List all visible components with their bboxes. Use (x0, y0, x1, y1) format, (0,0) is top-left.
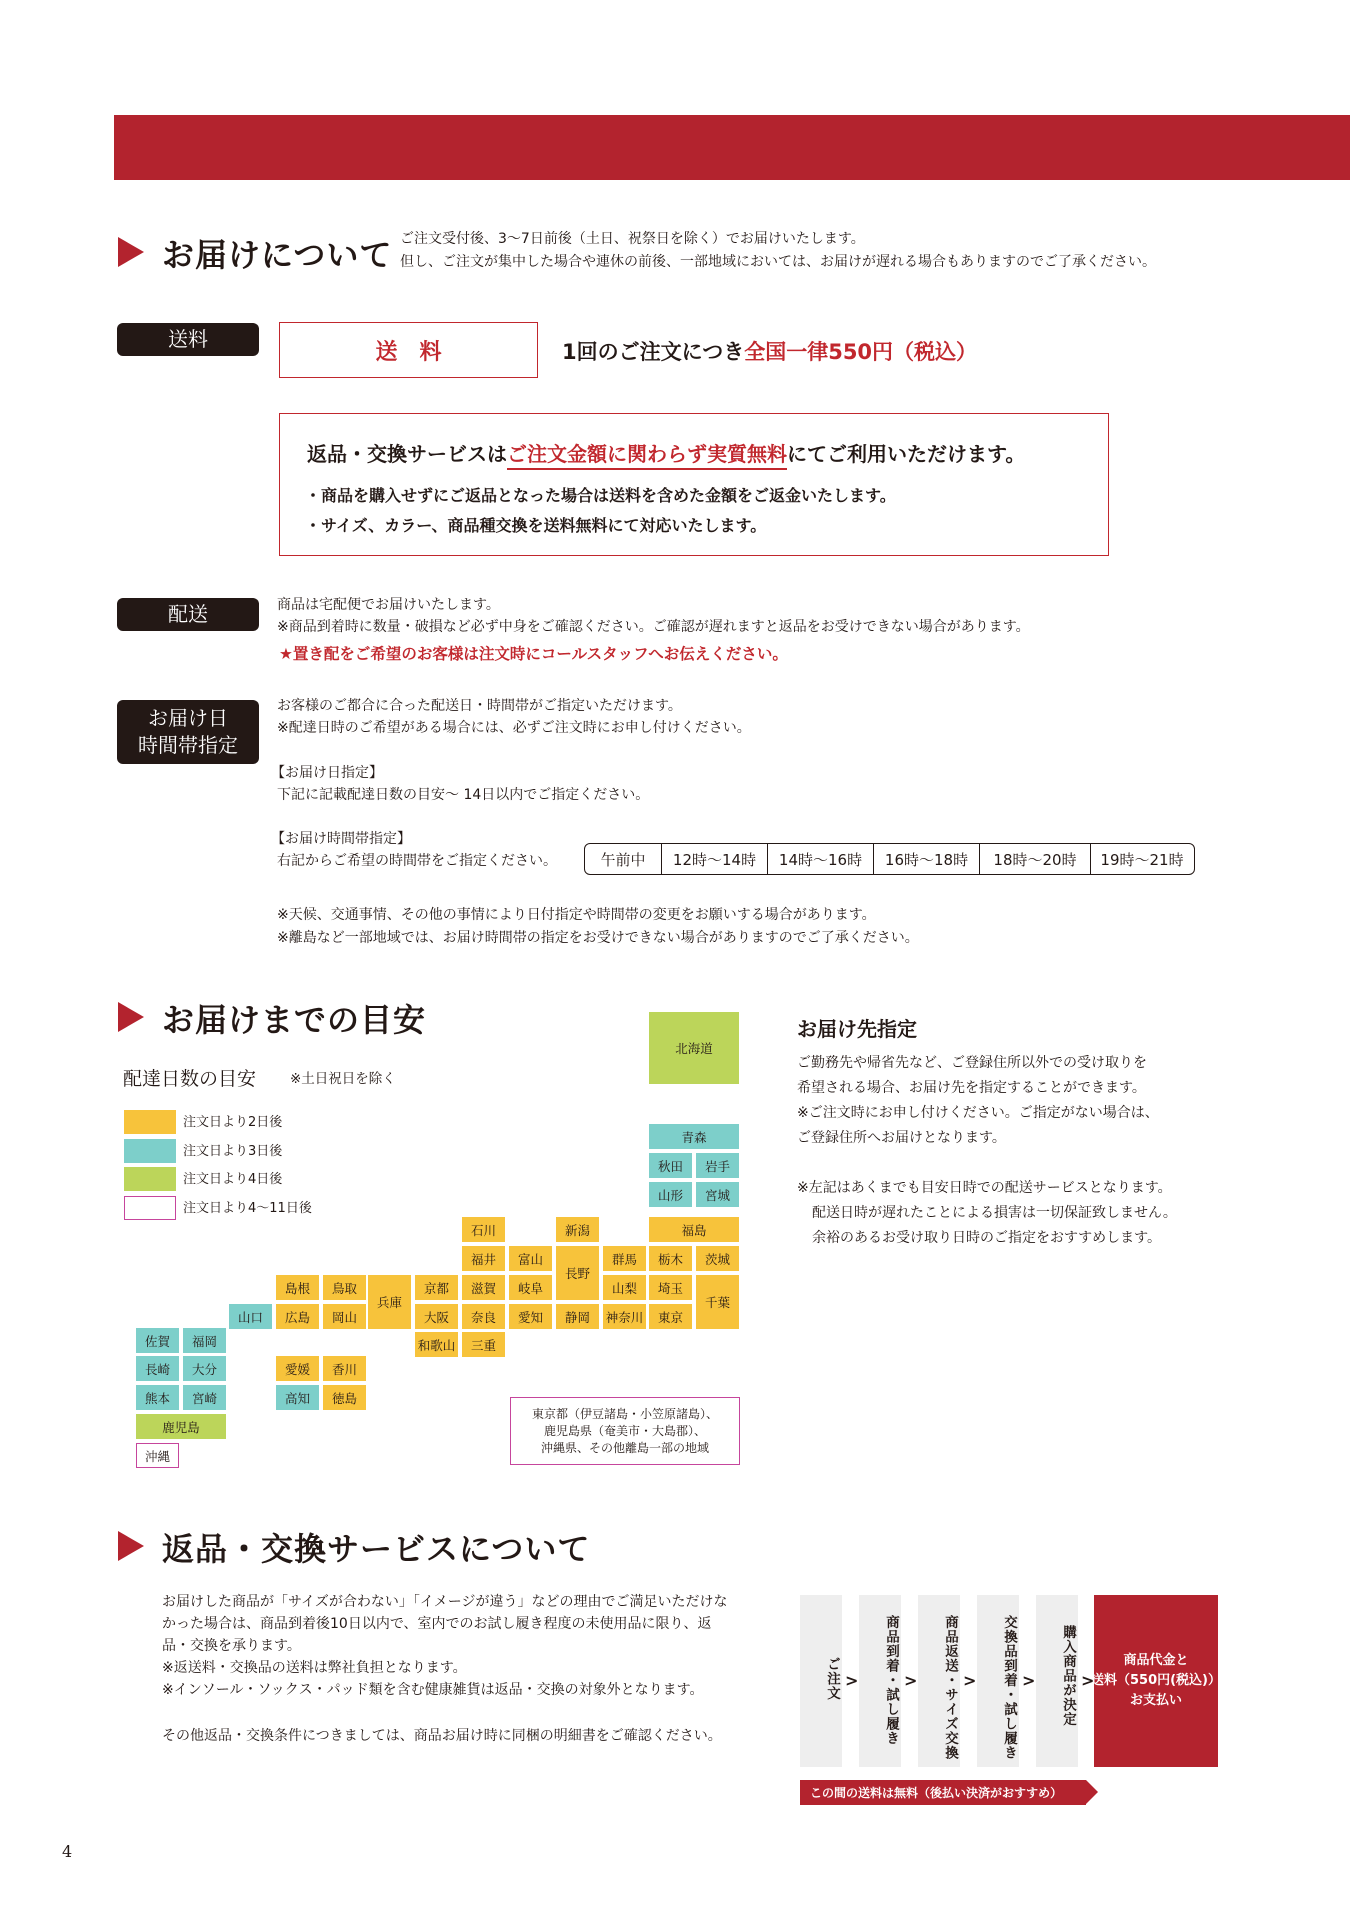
pref-aichi: 愛知 (509, 1304, 552, 1329)
label-timeslot-line1: お届け日 (148, 706, 228, 730)
date-heading: 【お届け日指定】 (271, 765, 383, 781)
label-courier: 配送 (117, 598, 259, 631)
pref-osaka: 大阪 (415, 1304, 458, 1329)
time-text: 右記からご希望の時間帯をご指定ください。 (277, 853, 557, 869)
header-band (114, 115, 1350, 180)
time-heading: 【お届け時間帯指定】 (271, 831, 411, 847)
islands-note-3: 沖縄県、その他離島一部の地域 (540, 1440, 709, 1455)
chevron-right-icon: > (845, 1671, 859, 1690)
shipping-fee-prefix: 1回のご注文につき (562, 340, 745, 364)
pref-shiga: 滋賀 (462, 1275, 505, 1300)
chevron-right-icon: > (1081, 1671, 1095, 1690)
pref-ishikawa: 石川 (462, 1217, 505, 1242)
destination-title: お届け先指定 (797, 1017, 917, 1041)
islands-note-1: 東京都（伊豆諸島・小笠原諸島）、 (531, 1406, 718, 1421)
shipping-box (279, 322, 538, 378)
timeslot-intro-1: お客様のご都合に合った配送日・時間帯がご指定いただけます。 (277, 698, 682, 714)
pref-tokushima: 徳島 (323, 1385, 366, 1410)
flow-step-5 (1036, 1595, 1078, 1767)
pref-chiba: 千葉 (696, 1275, 739, 1329)
pref-nagasaki: 長崎 (136, 1356, 179, 1381)
pref-yamanashi: 山梨 (603, 1275, 646, 1300)
slot-14-16: 14時〜16時 (767, 844, 873, 874)
legend-swatch-2days (124, 1110, 176, 1134)
pref-shizuoka: 静岡 (556, 1304, 599, 1329)
pref-wakayama: 和歌山 (415, 1332, 458, 1357)
chevron-right-icon: > (963, 1671, 977, 1690)
arrow-right-icon (1086, 1780, 1098, 1804)
chevron-right-icon: > (1022, 1671, 1036, 1690)
returns-line-2: かった場合は、商品到着後10日以内で、室内でのお試し履き程度の未使用品に限り、返 (162, 1616, 712, 1632)
pref-miyazaki: 宮崎 (183, 1385, 226, 1410)
legend-swatch-4days (124, 1167, 176, 1191)
notice-suffix: にてご利用いただけます。 (787, 442, 1026, 466)
flow-step-1-label: ご注文 (824, 1657, 840, 1701)
pref-okayama: 岡山 (323, 1304, 366, 1329)
destination-line-3: ※ご注文時にお申し付けください。ご指定がない場合は、 (797, 1105, 1159, 1121)
flow-final-line-3: お支払い (1129, 1693, 1182, 1708)
destination-note-2: 配送日時が遅れたことによる損害は一切保証致しません。 (812, 1205, 1177, 1221)
courier-highlight: ★置き配をご希望のお客様は注文時にコールスタッフへお伝えください。 (279, 645, 788, 663)
pref-aomori: 青森 (649, 1124, 739, 1149)
destination-line-2: 希望される場合、お届け先を指定することができます。 (797, 1080, 1146, 1096)
pref-yamagata: 山形 (649, 1182, 692, 1207)
courier-line-2: ※商品到着時に数量・破損など必ず中身をご確認ください。ご確認が遅れますと返品をお受けできない場合があります。 (277, 619, 1030, 635)
pref-kanagawa: 神奈川 (603, 1304, 646, 1329)
pref-iwate: 岩手 (696, 1153, 739, 1178)
pref-fukuoka: 福岡 (183, 1328, 226, 1353)
destination-note-1: ※左記はあくまでも目安日時での配送サービスとなります。 (797, 1180, 1172, 1196)
islands-note-box (510, 1397, 740, 1465)
pref-gunma: 群馬 (603, 1246, 646, 1271)
returns-line-1: お届けした商品が「サイズが合わない」「イメージが違う」などの理由でご満足いただけな (162, 1594, 728, 1610)
flow-step-3 (918, 1595, 960, 1767)
islands-note-2: 鹿児島県（奄美市・大島郡）、 (543, 1423, 706, 1438)
section-arrow-icon (118, 1531, 144, 1561)
legend-label-4days: 注文日より4日後 (183, 1172, 283, 1187)
notice-highlight: ご注文金額に関わらず実質無料 (507, 442, 787, 470)
pref-nagano: 長野 (556, 1246, 599, 1300)
destination-note-3: 余裕のあるお受け取り日時のご指定をおすすめします。 (812, 1230, 1162, 1246)
pref-shimane: 島根 (276, 1275, 319, 1300)
returns-footer: その他返品・交換条件につきましては、商品お届け時に同梱の明細書をご確認ください。 (162, 1728, 722, 1744)
destination-line-4: ご登録住所へお届けとなります。 (797, 1130, 1006, 1146)
flow-step-2-label: 商品到着・試し履き (883, 1615, 899, 1746)
returns-notice-box (279, 413, 1109, 556)
free-shipping-bar: この間の送料は無料（後払い決済がおすすめ） (800, 1780, 1086, 1805)
pref-toyama: 富山 (509, 1246, 552, 1271)
slot-19-21: 19時〜21時 (1090, 844, 1193, 874)
returns-notice-headline (307, 438, 1025, 467)
pref-miyagi: 宮城 (696, 1182, 739, 1207)
slot-morning: 午前中 (600, 850, 646, 869)
pref-saga: 佐賀 (136, 1328, 179, 1353)
section-title-returns: 返品・交換サービスについて (162, 1530, 591, 1568)
legend-label-3days: 注文日より3日後 (183, 1144, 283, 1159)
pref-hyogo: 兵庫 (368, 1275, 411, 1329)
flow-final-line-1: 商品代金と (1123, 1653, 1189, 1668)
pref-ehime: 愛媛 (276, 1356, 319, 1381)
flow-step-4-label: 交換品到着・試し履き (1001, 1615, 1017, 1760)
pref-hokkaido: 北海道 (649, 1012, 739, 1084)
shipping-fee-line (562, 336, 977, 366)
page-number: 4 (62, 1842, 73, 1861)
notice-prefix: 返品・交換サービスは (307, 442, 507, 466)
pref-kumamoto: 熊本 (136, 1385, 179, 1410)
timeslot-note-2: ※離島など一部地域では、お届け時間帯の指定をお受けできない場合がありますのでご了承ください。 (277, 930, 919, 946)
returns-line-4: ※返送料・交換品の送料は弊社負担となります。 (162, 1660, 467, 1676)
pref-fukushima: 福島 (649, 1217, 739, 1242)
legend-label-2days: 注文日より2日後 (183, 1115, 283, 1130)
pref-saitama: 埼玉 (649, 1275, 692, 1300)
timeslot-note-1: ※天候、交通事情、その他の事情により日付指定や時間帯の変更をお願いする場合があります。 (277, 907, 876, 923)
pref-yamaguchi: 山口 (229, 1304, 272, 1329)
pref-tottori: 鳥取 (323, 1275, 366, 1300)
section-title-estimate: お届けまでの目安 (162, 1001, 427, 1039)
pref-okinawa: 沖縄 (136, 1443, 179, 1468)
delivery-intro-1: ご注文受付後、3〜7日前後（土日、祝祭日を除く）でお届けいたします。 (400, 231, 865, 247)
timeslot-table (584, 843, 1195, 875)
returns-line-3: 品・交換を承ります。 (162, 1638, 301, 1654)
pref-mie: 三重 (462, 1332, 505, 1357)
flow-final-line-2: 送料（550円(税込)） (1090, 1673, 1222, 1688)
label-shipping: 送料 (117, 323, 259, 356)
shipping-fee-amount: 全国一律550円 (744, 340, 894, 364)
flow-step-1 (800, 1595, 842, 1767)
label-timeslot (117, 700, 259, 764)
destination-line-1: ご勤務先や帰省先など、ご登録住所以外での受け取りを (797, 1055, 1147, 1071)
pref-kyoto: 京都 (415, 1275, 458, 1300)
slot-18-20: 18時〜20時 (979, 844, 1090, 874)
pref-gifu: 岐阜 (509, 1275, 552, 1300)
slot-12-14: 12時〜14時 (661, 844, 767, 874)
flow-step-4 (977, 1595, 1019, 1767)
notice-item-2: ・サイズ、カラー、商品種交換を送料無料にて対応いたします。 (305, 516, 767, 535)
slot-16-18: 16時〜18時 (873, 844, 979, 874)
returns-line-5: ※インソール・ソックス・パッド類を含む健康雑貨は返品・交換の対象外となります。 (162, 1682, 704, 1698)
pref-hiroshima: 広島 (276, 1304, 319, 1329)
legend-swatch-3days (124, 1139, 176, 1163)
label-timeslot-line2: 時間帯指定 (138, 733, 238, 757)
pref-kagawa: 香川 (323, 1356, 366, 1381)
pref-tokyo: 東京 (649, 1304, 692, 1329)
map-subtitle-note: ※土日祝日を除く (290, 1071, 396, 1087)
section-arrow-icon (118, 237, 144, 267)
pref-ibaraki: 茨城 (696, 1246, 739, 1271)
pref-niigata: 新潟 (556, 1217, 599, 1242)
legend-swatch-4-11days (124, 1196, 176, 1220)
pref-kochi: 高知 (276, 1385, 319, 1410)
shipping-fee-suffix: （税込） (893, 340, 978, 364)
pref-oita: 大分 (183, 1356, 226, 1381)
section-arrow-icon (118, 1002, 144, 1032)
section-title-delivery: お届けについて (162, 236, 393, 274)
date-text: 下記に記載配達日数の目安〜 14日以内でご指定ください。 (277, 787, 650, 803)
map-subtitle: 配達日数の目安 (123, 1068, 257, 1090)
pref-akita: 秋田 (649, 1153, 692, 1178)
courier-line-1: 商品は宅配便でお届けいたします。 (277, 597, 500, 613)
flow-step-5-label: 購入商品が決定 (1060, 1625, 1076, 1727)
pref-fukui: 福井 (462, 1246, 505, 1271)
legend-label-4-11days: 注文日より4〜11日後 (183, 1201, 312, 1216)
notice-item-1: ・商品を購入せずにご返品となった場合は送料を含めた金額をご返金いたします。 (305, 486, 896, 505)
chevron-right-icon: > (904, 1671, 918, 1690)
flow-step-3-label: 商品返送・サイズ交換 (942, 1615, 958, 1760)
timeslot-intro-2: ※配達日時のご希望がある場合には、必ずご注文時にお申し付けください。 (277, 720, 751, 736)
pref-tochigi: 栃木 (649, 1246, 692, 1271)
flow-step-2 (859, 1595, 901, 1767)
delivery-intro-2: 但し、ご注文が集中した場合や連休の前後、一部地域においては、お届けが遅れる場合もありますのでご了承ください。 (400, 254, 1156, 270)
shipping-box-label: 送 料 (375, 339, 442, 365)
pref-nara: 奈良 (462, 1304, 505, 1329)
pref-kagoshima: 鹿児島 (136, 1414, 226, 1439)
flow-final-payment (1090, 1595, 1222, 1767)
